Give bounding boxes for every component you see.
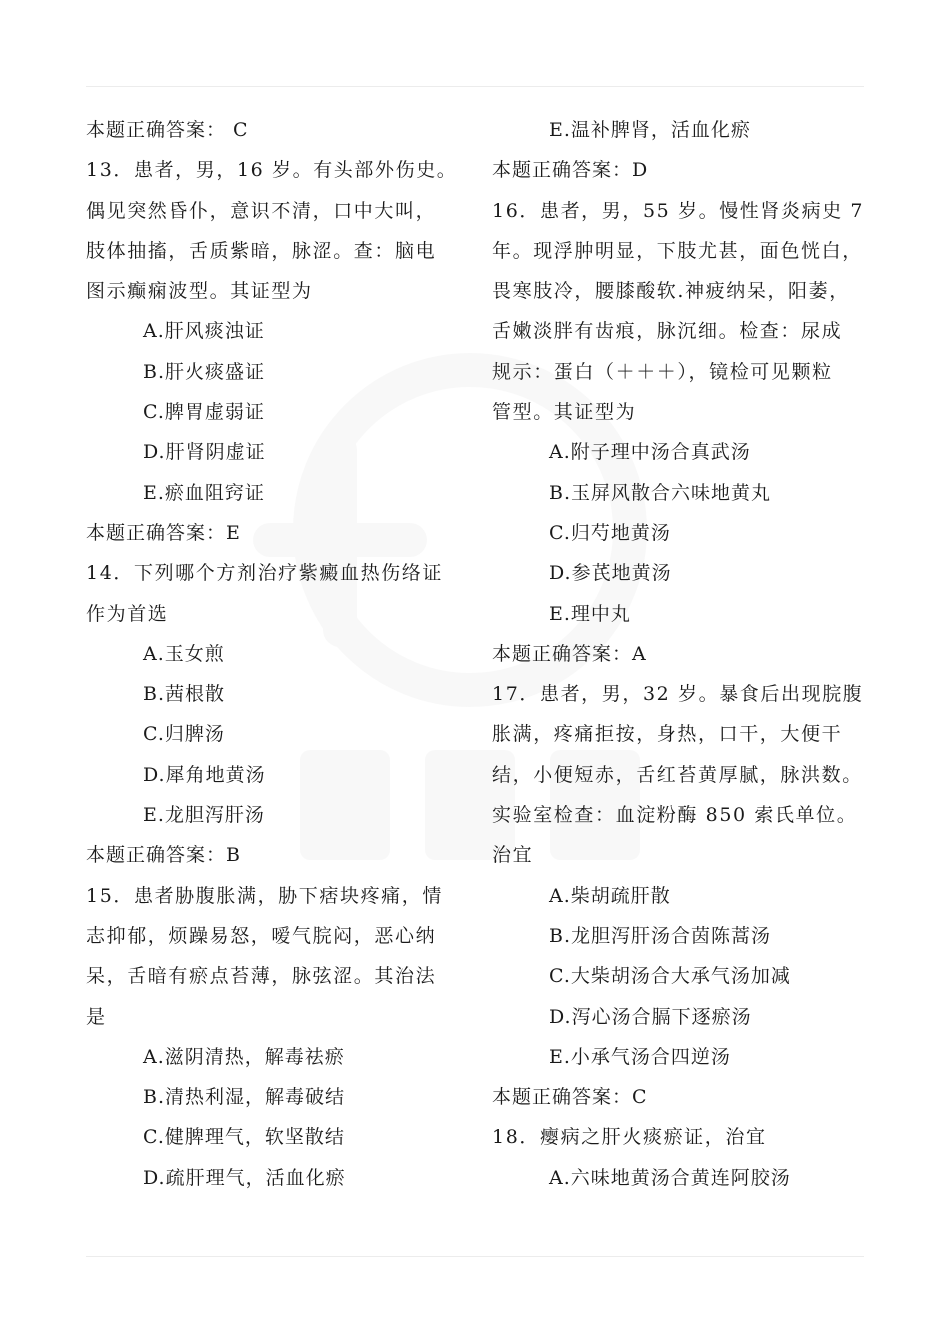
- answer-option: C.归芍地黄汤: [549, 521, 671, 544]
- answer-option: B.肝火痰盛证: [143, 360, 266, 383]
- correct-answer-line: 本题正确答案：A: [492, 642, 647, 665]
- question-text-line: 15．患者胁腹胀满，胁下痞块疼痛，情: [86, 884, 443, 907]
- question-text-line: 肢体抽搐，舌质紫暗，脉涩。查：脑电: [86, 239, 437, 262]
- answer-option: A.柴胡疏肝散: [549, 884, 671, 907]
- answer-option: E.温补脾肾，活血化瘀: [549, 119, 751, 141]
- answer-option: A.滋阴清热，解毒祛瘀: [143, 1045, 345, 1068]
- question-text-line: 管型。其证型为: [492, 401, 637, 424]
- right-text-column: [492, 110, 872, 1198]
- question-text-line: 18．瘿病之肝火痰瘀证，治宜: [492, 1126, 767, 1149]
- answer-option: A.肝风痰浊证: [143, 320, 265, 343]
- question-text-line: 14．下列哪个方剂治疗紫癜血热伤络证: [86, 562, 443, 585]
- question-text-line: 是: [86, 1005, 107, 1028]
- question-text-line: 畏寒肢冷，腰膝酸软.神疲纳呆，阳萎，: [492, 280, 850, 303]
- answer-option: A.附子理中汤合真武汤: [549, 441, 751, 464]
- page-bottom-rule: [86, 1256, 864, 1257]
- answer-option: B.龙胆泻肝汤合茵陈蒿汤: [549, 924, 772, 947]
- correct-answer-line: 本题正确答案： C: [86, 119, 249, 141]
- left-text-column: [86, 110, 466, 1198]
- answer-option: D.参芪地黄汤: [549, 562, 672, 585]
- answer-option: C.大柴胡汤合大承气汤加减: [549, 965, 791, 988]
- answer-option: E.小承气汤合四逆汤: [549, 1045, 731, 1068]
- answer-option: C.健脾理气，软坚散结: [143, 1126, 345, 1149]
- question-text-line: 图示癫痫波型。其证型为: [86, 280, 313, 303]
- answer-option: C.脾胃虚弱证: [143, 401, 265, 424]
- question-text-line: 结，小便短赤，舌红苔黄厚腻，脉洪数。: [492, 763, 863, 786]
- correct-answer-line: 本题正确答案：D: [492, 159, 649, 182]
- answer-option: B.茜根散: [143, 683, 226, 706]
- correct-answer-line: 本题正确答案：B: [86, 844, 241, 867]
- question-text-line: 治宜: [492, 844, 534, 867]
- answer-option: A.六味地黄汤合黄连阿胶汤: [549, 1166, 791, 1189]
- question-text-line: 13．患者，男，16 岁。有头部外伤史。: [86, 159, 458, 182]
- answer-option: D.肝肾阴虚证: [143, 441, 266, 464]
- answer-option: B.清热利湿，解毒破结: [143, 1086, 346, 1109]
- question-text-line: 胀满，疼痛拒按，身热，口干，大便干: [492, 723, 843, 746]
- answer-option: A.玉女煎: [143, 642, 225, 665]
- correct-answer-line: 本题正确答案：C: [492, 1086, 648, 1109]
- correct-answer-line: 本题正确答案：E: [86, 521, 241, 544]
- question-text-line: 年。现浮肿明显，下肢尤甚，面色恍白，: [492, 239, 863, 262]
- question-text-line: 17．患者，男，32 岁。暴食后出现脘腹: [492, 683, 864, 706]
- question-text-line: 实验室检查：血淀粉酶 850 索氏单位。: [492, 804, 858, 827]
- answer-option: D.泻心汤合膈下逐瘀汤: [549, 1005, 752, 1028]
- question-text-line: 舌嫩淡胖有齿痕，脉沉细。检查：尿成: [492, 320, 843, 343]
- answer-option: C.归脾汤: [143, 723, 225, 746]
- page-top-rule: [86, 86, 864, 87]
- answer-option: D.疏肝理气，活血化瘀: [143, 1166, 346, 1189]
- answer-option: B.玉屏风散合六味地黄丸: [549, 481, 772, 504]
- question-text-line: 16．患者，男，55 岁。慢性肾炎病史 7: [492, 199, 865, 222]
- question-text-line: 志抑郁，烦躁易怒，嗳气脘闷，恶心纳: [86, 924, 437, 947]
- answer-option: E.龙胆泻肝汤: [143, 804, 265, 827]
- question-text-line: 呆，舌暗有瘀点苔薄，脉弦涩。其治法: [86, 965, 437, 988]
- answer-option: E.理中丸: [549, 602, 631, 625]
- answer-option: D.犀角地黄汤: [143, 763, 266, 786]
- question-text-line: 作为首选: [86, 602, 169, 625]
- question-text-line: 偶见突然昏仆，意识不清，口中大叫，: [86, 199, 437, 222]
- question-text-line: 规示：蛋白（＋＋＋），镜检可见颗粒: [492, 360, 833, 383]
- answer-option: E.瘀血阻窍证: [143, 481, 265, 504]
